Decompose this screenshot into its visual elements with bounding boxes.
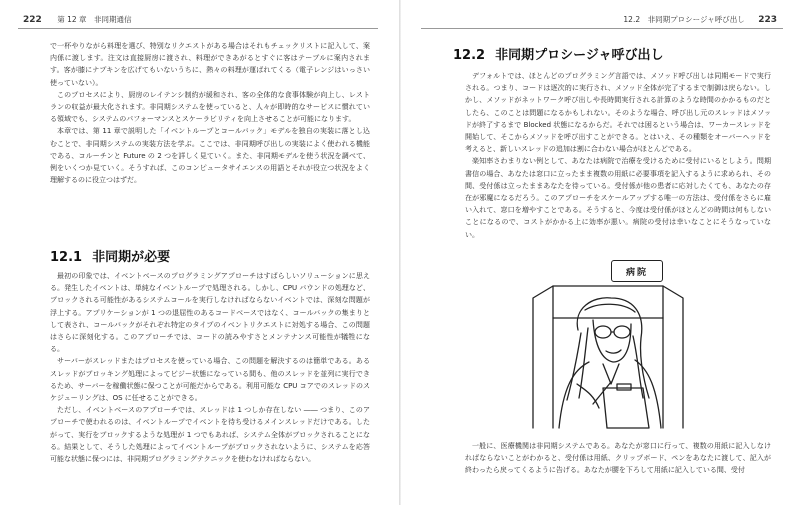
right-bottom-text — [465, 440, 771, 477]
section-title: 非同期が必要 — [92, 250, 171, 265]
right-header-title: 12.2 非同期プロシージャ呼び出し — [623, 15, 745, 24]
section-number: 12.2 — [453, 48, 486, 63]
section-title: 非同期プロシージャ呼び出し — [495, 48, 664, 63]
left-header-title: 第 12 章 非同期通信 — [57, 15, 132, 24]
hospital-sign — [611, 260, 663, 282]
left-intro-text — [50, 40, 370, 186]
paragraph: で一杯やりながら料理を選び、特別なリクエストがある場合はそれもチェックリストに記入して、案内係に渡します。注文は直接厨房に渡され、料理ができあがるとすぐに客はテーブルに案内されます。客が膝にナプキンを広げてもいないうちに、熱々の料理が運ばれてくる（電子レンジはいっさい使っていない）。 — [50, 42, 370, 87]
left-page — [0, 0, 399, 505]
hospital-sign-text: 病院 — [625, 267, 648, 278]
paragraph: 一般に、医療機関は非同期システムである。あなたが窓口に行って、複数の用紙に記入しなければならないことがわかると、受付係は用紙、クリップボード、ペンをあなたに渡して、記入が終わったら戻ってくるように告げる。あなたが腰を下ろして用紙に記入している間、受付 — [465, 442, 771, 475]
right-running-header — [419, 14, 782, 26]
left-running-header — [18, 14, 381, 26]
right-page-number: 223 — [758, 15, 777, 25]
paragraph: 本章では、第 11 章で説明した「イベントループとコールバック」モデルを独自の実装に落とし込むことで、非同期システムの実装方法を学ぶ。ここでは、非同期呼び出しの実装によく使われる機能である、コルーチンと Future の 2 つを詳しく見ていく。また、非同期モデルを使う状況を調べて、例をいくつか見ていく。そうすれば、このコンピュータサイエンスの用語とそれが役立つ状況をよく理解するのに役立つはずだ。 — [50, 127, 370, 185]
section-heading-12-1 — [50, 246, 170, 265]
paragraph: 楽知率さわまりない例として、あなたは病院で治療を受けるために受付にいるとしよう。問期書信の場合、あなたは窓口に立ったまま複数の用紙に必要事項を記入するように求められ、その間、受付係は立ったままあなたを待っている。受付係が他の患者に応対したくても、あなたの存在が邪魔になるだろう。このアプローチをスケールアップする唯一の方法は、受付係をさらに雇い入れて、窓口を増やすことである。そうすると、今度は受付係がほとんどの時間は何もしないことになるので、コストがかかる上に効率が悪い。病院の受付は幸いなことにそうなっていない。 — [465, 157, 771, 239]
right-page — [401, 0, 800, 505]
paragraph: ただし、イベントベースのアプローチでは、スレッドは 1 つしか存在しない ―― つまり、このアプローチで使われるのは、イベントループでイベントを待ち受けるメインスレッドだけである。したがって、実行をブロックするような処理が 1 つでもあれば、システム全体がブロックされることになる。結果として、そうした処理によってイベントループがブロックされないように、システムを応答可能な状態に保つには、非同期プログラミングテクニックを使わなければならない。 — [50, 406, 370, 464]
paragraph: 最初の印象では、イベントベースのプログラミングアプローチはすばらしいソリューションに思える。発生したイベントは、単純なイベントループで処理される。しかし、CPU バウンドの処理など、ブロックされる可能性があるシステムコールを実行しなければならないイベントでは、深刻な問題が浮上する。アプリケーションが 1 つの退屈性のあるコードベースではなく、コールバックの集まりとして表され、コールバックがそれぞれ特定のタイプのイベントリクエストに対処する場合、この問題はさらに深刻化する。このアプローチでは、コードの読みやすさとメンテナンス可能性が犠牲になる。 — [50, 272, 370, 354]
section-heading-12-2 — [453, 44, 664, 63]
left-header-rule — [18, 28, 378, 29]
left-section-text — [50, 270, 370, 465]
section-number: 12.1 — [50, 250, 83, 265]
paragraph: デフォルトでは、ほとんどのプログラミング言語では、メソッド呼び出しは同期モードで実行される。つまり、コードは逐次的に実行され、メソッド全体が完了するまで制御は戻らない。しかし、メソッドがネットワーク呼び出しや長時間実行される計算のような時間のかかるものだとしたら、このことは問題になるかもしれない。そのような場合、呼び出し元のスレッドはメソッドが終了するまで Blocked 状態になるからだ。それでは困るという場合は、ワーカースレッドを開始して、そこからメソッドを呼び出すことができる。とはいえ、その種類をオーバーヘッドを考えると、新しいスレッドの追加は割に合わない場合がほとんどである。 — [465, 72, 771, 154]
receptionist-drawing — [493, 258, 713, 430]
left-page-number: 222 — [23, 15, 42, 25]
paragraph: このプロセスにより、厨房のレイテンシ制約が緩和され、客の全体的な食事体験が向上し、レストランの収益が最大化されます。非同期システムを使っていると、人々が即時的なサービスに慣れている領域でも、システムのパフォーマンスとスケーラビリティを向上させることが可能になります。 — [50, 90, 370, 124]
hospital-receptionist-illustration — [493, 258, 713, 430]
right-section-text — [465, 70, 771, 241]
paragraph: サーバーがスレッドまたはプロセスを使っている場合、この問題を解決するのは簡単である。あるスレッドがブロッキング処理によってビジー状態になっている間も、他のスレッドを並列に実行できるため、サーバーを稼働状態に保つことが可能だからである。利用可能な CPU コアでのスレッドのスケジューリングは、OS に任せることができる。 — [50, 357, 370, 403]
right-header-rule — [421, 28, 783, 29]
